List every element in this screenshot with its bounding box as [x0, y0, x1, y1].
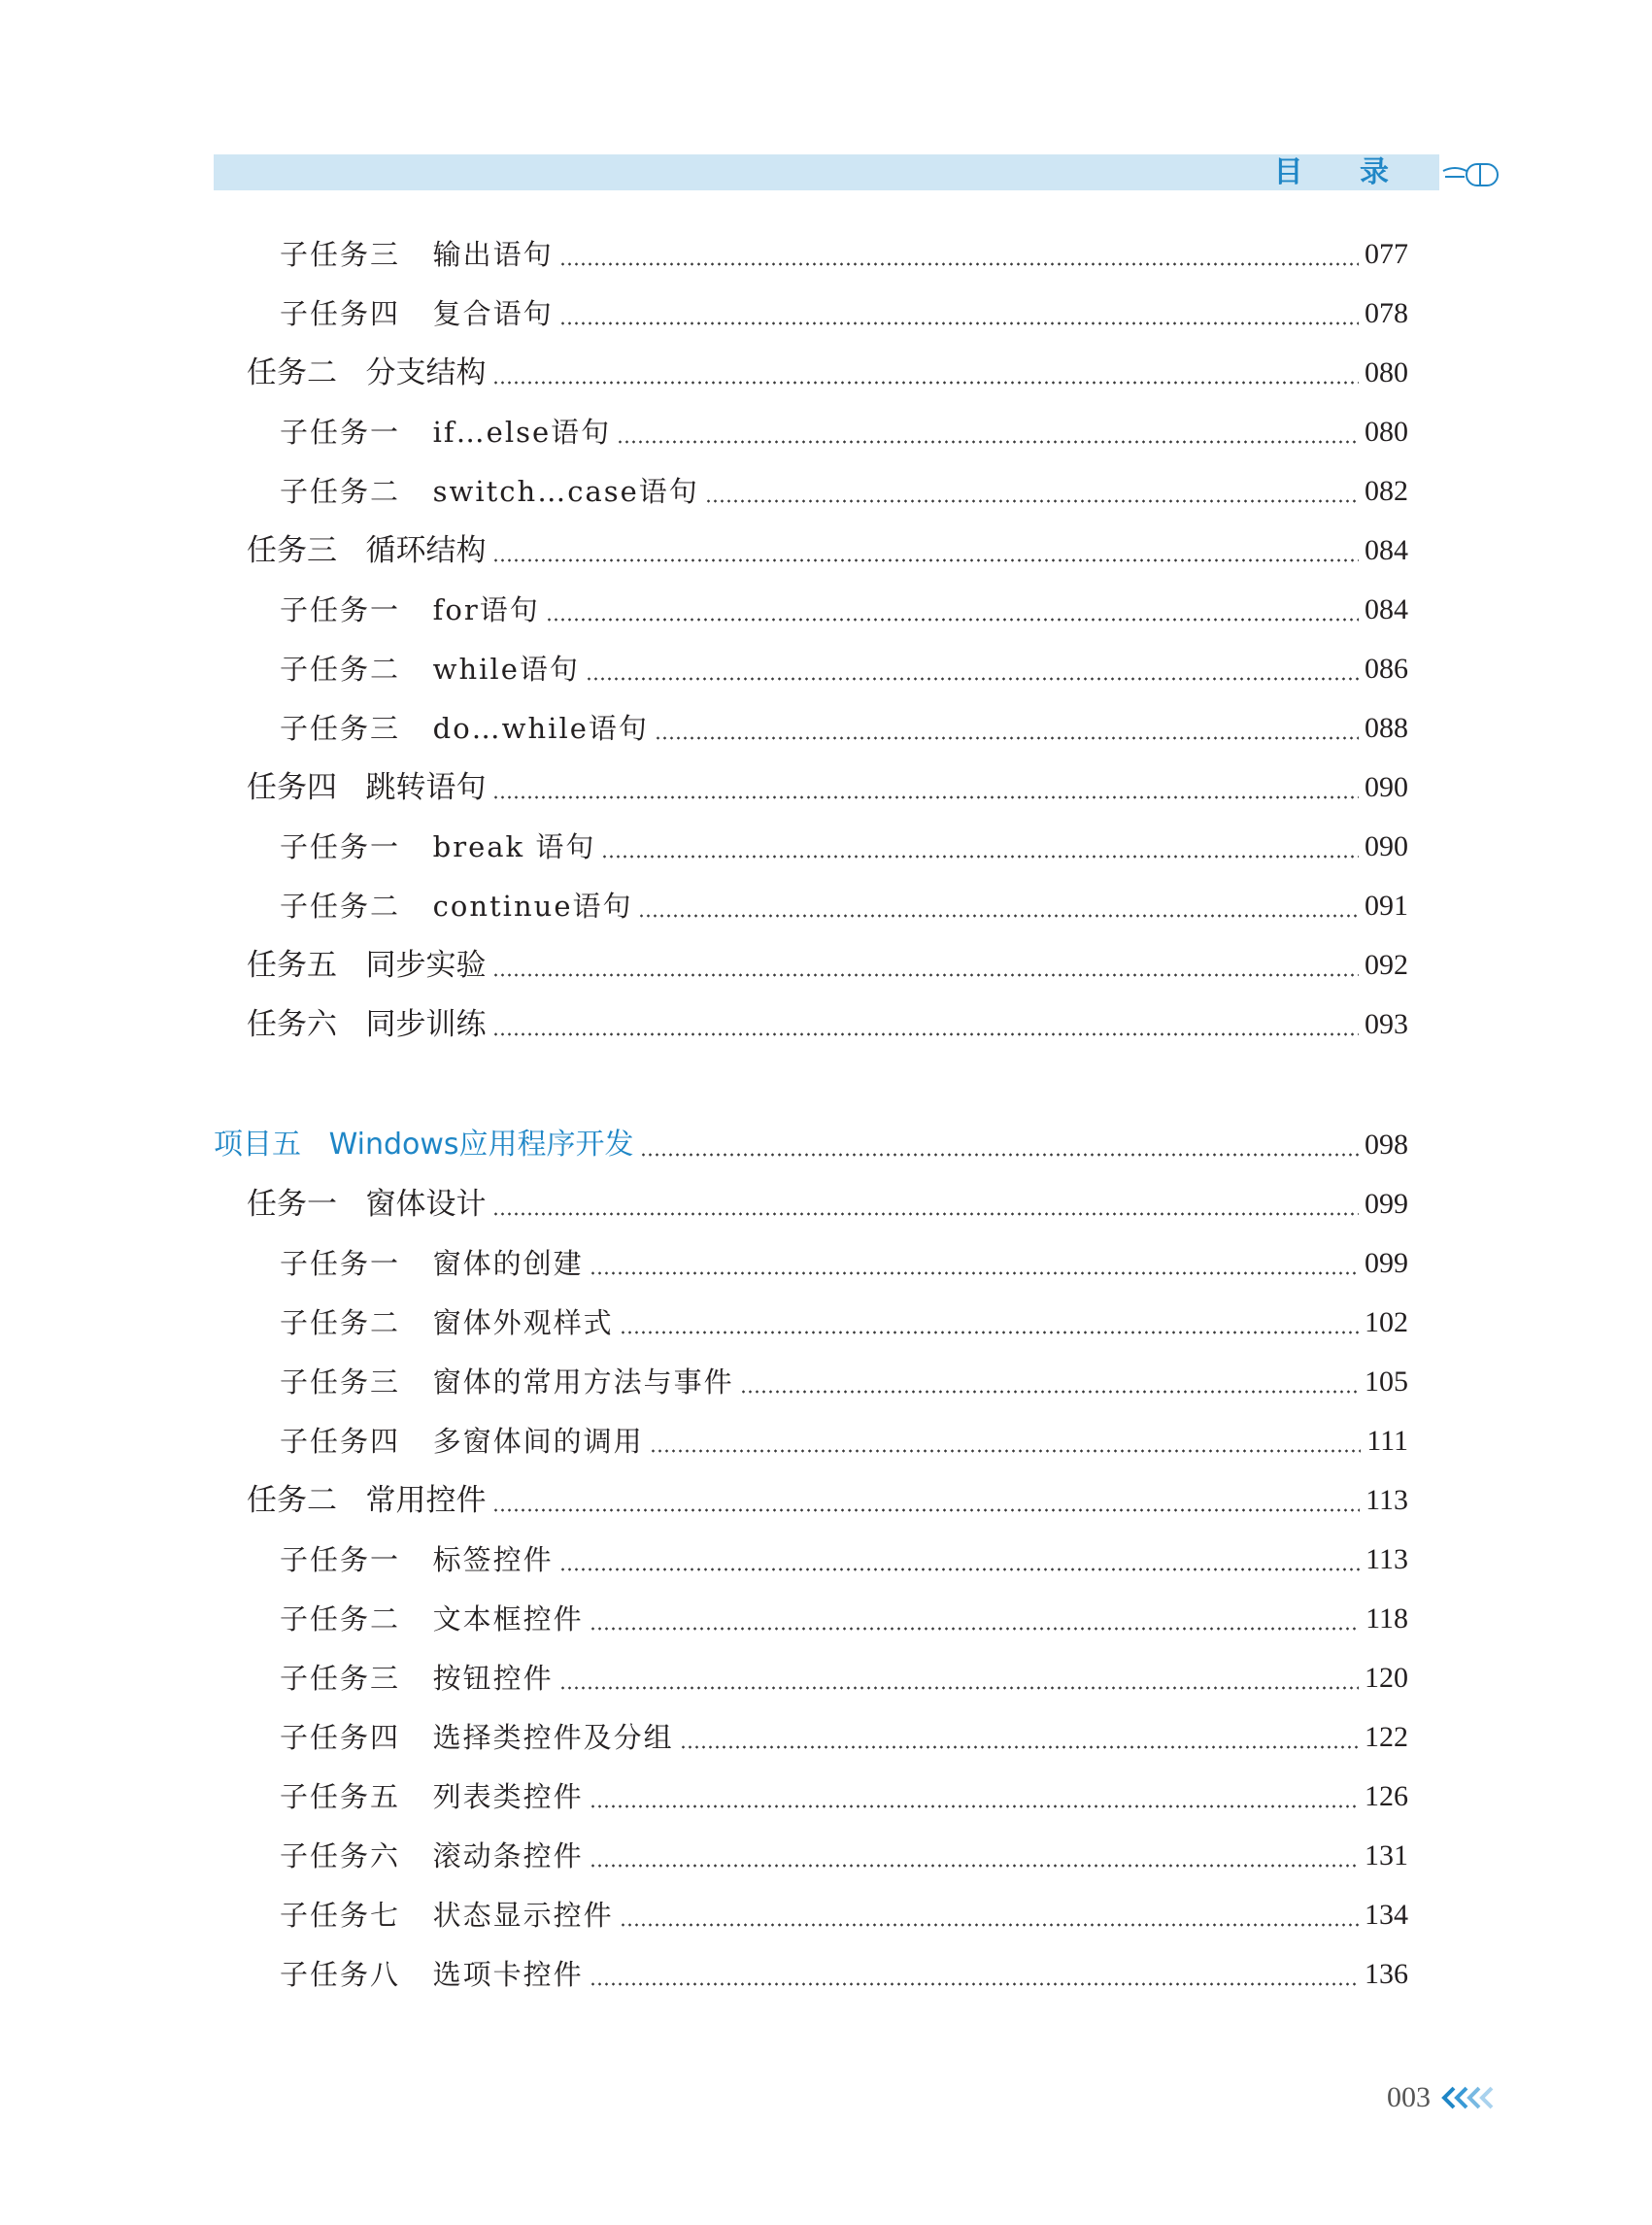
toc-entry-label: 子任务八 选项卡控件: [280, 1958, 584, 1991]
toc-subtask-entry[interactable]: [0, 1239, 1652, 1288]
toc-subtask-entry[interactable]: [0, 1891, 1652, 1939]
dot-leader: [590, 1804, 1359, 1808]
toc-subtask-entry[interactable]: [0, 1654, 1652, 1702]
dot-leader: [590, 1982, 1359, 1986]
toc-entry-page: 120: [1365, 1662, 1408, 1694]
toc-entry-label: 任务二 分支结构: [247, 355, 487, 390]
dot-leader: [620, 1331, 1359, 1334]
dot-leader: [650, 1449, 1362, 1453]
page-number: 003: [1387, 2081, 1431, 2113]
toc-subtask-entry[interactable]: [0, 1713, 1652, 1762]
dot-leader: [492, 1508, 1361, 1512]
toc-subtask-entry[interactable]: [0, 467, 1652, 516]
toc-subtask-entry[interactable]: [0, 230, 1652, 279]
toc-subtask-entry[interactable]: [0, 1535, 1652, 1584]
dot-leader: [590, 1864, 1359, 1868]
toc-entry-page: 105: [1365, 1365, 1408, 1398]
toc-subtask-entry[interactable]: [0, 1832, 1652, 1880]
toc-entry-label: 子任务三 窗体的常用方法与事件: [280, 1365, 734, 1399]
toc-entry-label: 子任务二 窗体外观样式: [280, 1306, 614, 1339]
dot-leader: [559, 262, 1359, 266]
dot-leader: [740, 1390, 1359, 1394]
dot-leader: [640, 1153, 1359, 1157]
chevrons-left-icon: [1441, 2085, 1500, 2110]
toc-subtask-entry[interactable]: [0, 289, 1652, 338]
toc-entry-page: 126: [1365, 1780, 1408, 1812]
toc-project-entry[interactable]: [0, 1121, 1652, 1169]
toc-entry-page: 102: [1365, 1306, 1408, 1338]
toc-entry-page: 099: [1365, 1247, 1408, 1279]
toc-entry-label: 任务六 同步训练: [247, 1007, 487, 1042]
toc-entry-label: 任务四 跳转语句: [247, 770, 487, 805]
toc-entry-page: 078: [1365, 297, 1408, 329]
dot-leader: [546, 618, 1359, 622]
dot-leader: [559, 321, 1359, 325]
toc-entry-page: 113: [1365, 1484, 1408, 1516]
toc-entry-page: 118: [1365, 1602, 1408, 1635]
dot-leader: [638, 914, 1359, 918]
toc-subtask-entry[interactable]: [0, 1417, 1652, 1466]
toc-entry-page: 082: [1365, 475, 1408, 507]
toc-entry-label: 子任务二 continue语句: [280, 890, 633, 923]
toc-entry-label: 项目五 Windows应用程序开发: [214, 1128, 634, 1162]
toc-entry-page: 122: [1365, 1721, 1408, 1753]
toc-subtask-entry[interactable]: [0, 645, 1652, 693]
toc-entry-page: 098: [1365, 1129, 1408, 1161]
toc-entry-page: 090: [1365, 771, 1408, 803]
dot-leader: [705, 499, 1359, 503]
toc-task-entry[interactable]: [0, 349, 1652, 397]
toc-entry-label: 子任务七 状态显示控件: [280, 1899, 614, 1932]
toc-subtask-entry[interactable]: [0, 1298, 1652, 1347]
toc-entry-page: 084: [1365, 593, 1408, 625]
toc-entry-page: 111: [1366, 1425, 1408, 1457]
toc-entry-page: 080: [1365, 356, 1408, 388]
toc-entry-page: 091: [1365, 890, 1408, 922]
dot-leader: [601, 855, 1359, 859]
dot-leader: [590, 1271, 1359, 1275]
toc-task-entry[interactable]: [0, 1476, 1652, 1525]
toc-entry-label: 子任务四 多窗体间的调用: [280, 1425, 644, 1458]
toc-entry-label: 任务二 常用控件: [247, 1483, 487, 1518]
toc-entry-label: 子任务六 滚动条控件: [280, 1839, 584, 1872]
toc-entry-label: 任务五 同步实验: [247, 948, 487, 983]
toc-entry-page: 113: [1365, 1543, 1408, 1575]
dot-leader: [617, 440, 1359, 444]
toc-entry-page: 088: [1365, 712, 1408, 744]
toc-entry-label: 子任务二 文本框控件: [280, 1602, 584, 1635]
toc-entry-page: 092: [1365, 949, 1408, 981]
dot-leader: [680, 1745, 1359, 1749]
toc-entry-label: 子任务一 break 语句: [280, 830, 596, 863]
toc-entry-label: 子任务一 for语句: [280, 593, 540, 626]
toc-entry-label: 子任务四 复合语句: [280, 297, 554, 330]
toc-subtask-entry[interactable]: [0, 882, 1652, 930]
toc-entry-page: 090: [1365, 830, 1408, 862]
toc-entry-label: 任务三 循环结构: [247, 533, 487, 568]
toc-subtask-entry[interactable]: [0, 1358, 1652, 1406]
toc-entry-page: 080: [1365, 416, 1408, 448]
page-title: 目 录: [1273, 155, 1412, 189]
dot-leader: [559, 1568, 1360, 1571]
dot-leader: [655, 736, 1359, 740]
toc-subtask-entry[interactable]: [0, 408, 1652, 456]
dot-leader: [492, 795, 1359, 799]
dot-leader: [586, 677, 1359, 681]
toc-entry-page: 077: [1365, 238, 1408, 270]
toc-task-entry[interactable]: [0, 526, 1652, 575]
toc-subtask-entry[interactable]: [0, 1950, 1652, 1999]
toc-entry-label: 子任务三 按钮控件: [280, 1662, 554, 1695]
dot-leader: [590, 1627, 1360, 1631]
toc-subtask-entry[interactable]: [0, 1595, 1652, 1643]
toc-entry-label: 子任务二 while语句: [280, 653, 580, 686]
toc-entry-label: 子任务三 输出语句: [280, 238, 554, 271]
toc-entry-label: 任务一 窗体设计: [247, 1187, 487, 1222]
toc-task-entry[interactable]: [0, 763, 1652, 812]
header-bar: [214, 154, 1439, 190]
toc-subtask-entry[interactable]: [0, 1772, 1652, 1821]
toc-task-entry[interactable]: [0, 1180, 1652, 1229]
dot-leader: [492, 1212, 1359, 1216]
dot-leader: [492, 558, 1359, 562]
toc-entry-label: 子任务二 switch…case语句: [280, 475, 699, 508]
toc-subtask-entry[interactable]: [0, 704, 1652, 753]
toc-subtask-entry[interactable]: [0, 823, 1652, 871]
toc-task-entry[interactable]: [0, 941, 1652, 990]
toc-entry-page: 084: [1365, 534, 1408, 566]
toc-entry-label: 子任务三 do…while语句: [280, 712, 649, 745]
dot-leader: [492, 973, 1359, 977]
toc-entry-label: 子任务五 列表类控件: [280, 1780, 584, 1813]
toc-entry-page: 086: [1365, 653, 1408, 685]
mouse-icon: [1441, 161, 1501, 188]
toc-entry-label: 子任务四 选择类控件及分组: [280, 1721, 674, 1754]
toc-task-entry[interactable]: [0, 1000, 1652, 1049]
toc-entry-page: 093: [1365, 1008, 1408, 1040]
toc-entry-label: 子任务一 窗体的创建: [280, 1247, 584, 1280]
toc-subtask-entry[interactable]: [0, 586, 1652, 634]
dot-leader: [559, 1686, 1359, 1690]
dot-leader: [492, 381, 1359, 385]
toc-entry-page: 136: [1365, 1958, 1408, 1990]
toc-entry-page: 134: [1365, 1899, 1408, 1931]
dot-leader: [620, 1923, 1359, 1927]
toc-entry-page: 099: [1365, 1188, 1408, 1220]
dot-leader: [492, 1032, 1359, 1036]
toc-entry-label: 子任务一 标签控件: [280, 1543, 554, 1576]
toc-entry-label: 子任务一 if…else语句: [280, 416, 612, 449]
toc-entry-page: 131: [1365, 1839, 1408, 1871]
